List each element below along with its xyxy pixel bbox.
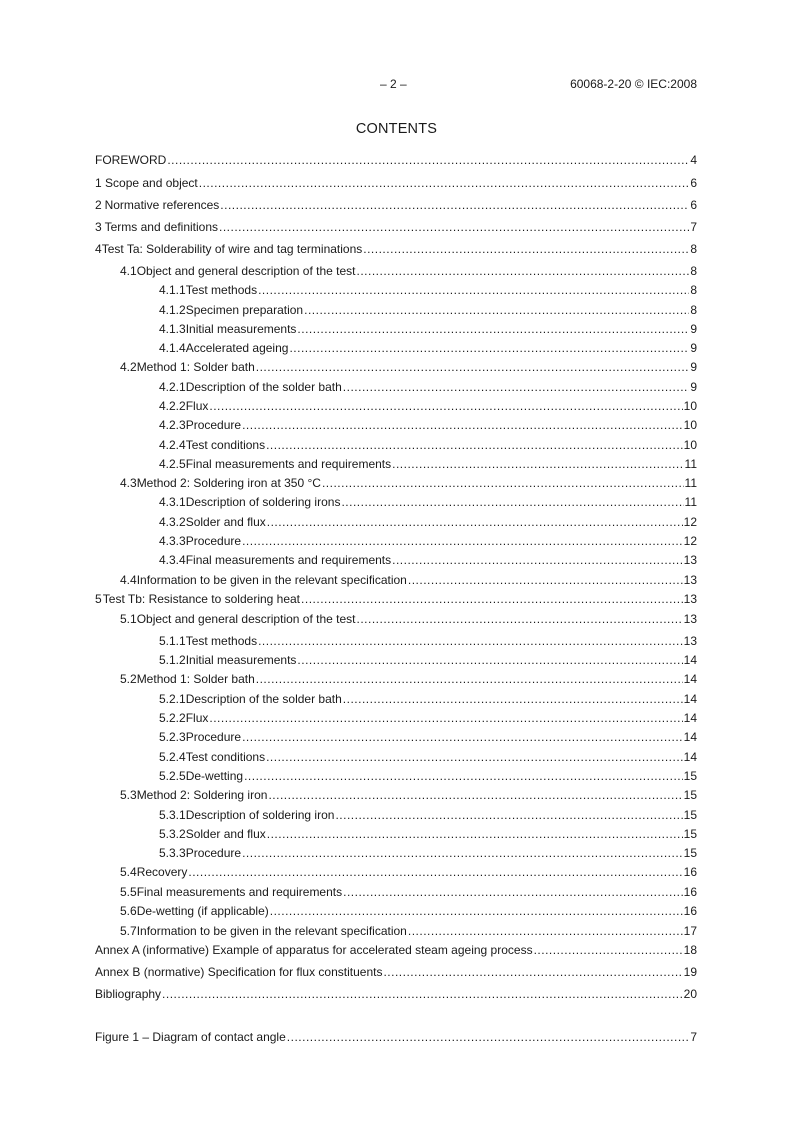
dot-leader xyxy=(188,864,682,880)
toc-entry[interactable] xyxy=(120,671,697,687)
toc-entry-number: 5.2.1 xyxy=(159,692,186,706)
toc-entry[interactable] xyxy=(95,175,697,191)
toc-entry[interactable] xyxy=(120,611,697,627)
toc-entry-page: 12 xyxy=(683,515,697,529)
toc-entry-page: 16 xyxy=(683,885,697,899)
toc-entry-page: 13 xyxy=(683,553,697,567)
toc-entry-title: FOREWORD xyxy=(95,153,167,167)
toc-entry[interactable] xyxy=(159,494,697,510)
toc-entry-title: Solder and flux xyxy=(185,515,266,529)
toc-entry-number: 5.1.2 xyxy=(159,653,186,667)
toc-entry-number: 5.2 xyxy=(120,672,137,686)
dot-leader xyxy=(408,572,683,588)
toc-entry[interactable] xyxy=(159,826,697,842)
toc-entry-page: 8 xyxy=(690,242,697,256)
dot-leader xyxy=(267,826,683,842)
toc-entry-number: 5.1 xyxy=(120,612,137,626)
dot-leader xyxy=(220,197,689,213)
toc-entry-title: Initial measurements xyxy=(185,653,297,667)
toc-entry-page: 9 xyxy=(690,322,697,336)
toc-entry-title: Method 2: Soldering iron at 350 °C xyxy=(136,476,321,490)
toc-entry-number: 4.2.4 xyxy=(159,438,186,452)
toc-entry-page: 9 xyxy=(690,360,697,374)
dot-leader xyxy=(242,533,683,549)
toc-entry-page: 19 xyxy=(683,965,697,979)
toc-entry-page: 14 xyxy=(683,711,697,725)
toc-entry-number: 5.7 xyxy=(120,924,137,938)
toc-entry[interactable] xyxy=(159,398,697,414)
dot-leader xyxy=(267,514,683,530)
dot-leader xyxy=(534,942,683,958)
toc-entry[interactable] xyxy=(95,964,697,980)
toc-entry-title: Annex A (informative) Example of apparatus for accelerated steam ageing process xyxy=(95,943,533,957)
toc-entry[interactable] xyxy=(159,456,697,472)
toc-entry[interactable] xyxy=(159,710,697,726)
toc-entry[interactable] xyxy=(159,552,697,568)
dot-leader xyxy=(256,671,683,687)
toc-entry-page: 16 xyxy=(683,865,697,879)
toc-entry-number: 5.2.3 xyxy=(159,730,186,744)
toc-entry-page: 7 xyxy=(690,220,697,234)
toc-entry-title: De-wetting xyxy=(185,769,244,783)
dot-leader xyxy=(392,552,683,568)
toc-entry[interactable] xyxy=(120,787,697,803)
toc-entry-title: Method 1: Solder bath xyxy=(136,360,255,374)
figure-entry-page: 7 xyxy=(690,1030,697,1044)
toc-entry-title: Recovery xyxy=(136,865,188,879)
toc-entry-page: 11 xyxy=(684,495,697,509)
toc-entry[interactable] xyxy=(120,864,697,880)
toc-entry[interactable] xyxy=(159,807,697,823)
dot-leader xyxy=(301,591,683,607)
toc-entry-page: 9 xyxy=(690,341,697,355)
toc-entry-title: Object and general description of the test xyxy=(136,612,356,626)
toc-entry-page: 8 xyxy=(690,283,697,297)
toc-entry-title: Final measurements and requirements xyxy=(185,553,392,567)
toc-entry[interactable] xyxy=(120,263,697,279)
toc-entry-title: Test methods xyxy=(185,283,258,297)
toc-entry-page: 8 xyxy=(690,303,697,317)
toc-entry-number: 5.3.1 xyxy=(159,808,186,822)
dot-leader xyxy=(363,241,689,257)
toc-entry-page: 9 xyxy=(690,380,697,394)
toc-entry-number: 4.2.2 xyxy=(159,399,186,413)
toc-entry-title: Specimen preparation xyxy=(185,303,304,317)
dot-leader xyxy=(357,263,690,279)
toc-entry-number: 4.2 xyxy=(120,360,137,374)
toc-entry-title: Test Ta: Solderability of wire and tag terminations xyxy=(101,242,363,256)
dot-leader xyxy=(297,652,682,668)
toc-entry[interactable] xyxy=(159,633,697,649)
toc-entry-title: Scope and object xyxy=(105,176,198,190)
toc-entry-page: 18 xyxy=(683,943,697,957)
document-id: 60068-2-20 © IEC:2008 xyxy=(570,77,697,91)
toc-entry[interactable] xyxy=(95,942,697,958)
toc-entry-title: Initial measurements xyxy=(185,322,297,336)
dot-leader xyxy=(242,417,683,433)
toc-entry-number: 5.2.4 xyxy=(159,750,186,764)
dot-leader xyxy=(343,691,683,707)
toc-entry-number: 5.3.3 xyxy=(159,846,186,860)
toc-entry[interactable] xyxy=(95,241,697,257)
toc-entry-title: Bibliography xyxy=(95,987,162,1001)
toc-entry-number: 2 xyxy=(95,198,102,212)
page-number: – 2 – xyxy=(380,77,407,91)
figure-entry-title: Figure 1 – Diagram of contact angle xyxy=(95,1030,286,1044)
toc-entry-title: Test conditions xyxy=(185,750,266,764)
dot-leader xyxy=(162,986,683,1002)
dot-leader xyxy=(392,456,683,472)
dot-leader xyxy=(297,321,689,337)
toc-entry-page: 6 xyxy=(690,198,697,212)
toc-entry-title: Solder and flux xyxy=(185,827,266,841)
toc-entry[interactable] xyxy=(159,845,697,861)
dot-leader xyxy=(270,903,683,919)
toc-entry-page: 15 xyxy=(683,827,697,841)
toc-entry-title: Accelerated ageing xyxy=(185,341,289,355)
toc-entry-number: 5.3.2 xyxy=(159,827,186,841)
toc-entry-number: 5.3 xyxy=(120,788,137,802)
toc-entry[interactable] xyxy=(120,359,697,375)
dot-leader xyxy=(244,768,683,784)
toc-entry-number: 4.3 xyxy=(120,476,137,490)
toc-entry[interactable] xyxy=(95,591,697,607)
dot-leader xyxy=(266,437,683,453)
toc-entry[interactable] xyxy=(95,219,697,235)
toc-entry-title: Description of the solder bath xyxy=(185,380,342,394)
toc-entry-title: Description of soldering irons xyxy=(185,495,341,509)
dot-leader xyxy=(343,884,683,900)
contents-title: CONTENTS xyxy=(355,121,438,137)
toc-entry[interactable] xyxy=(95,986,697,1002)
dot-leader xyxy=(343,379,690,395)
toc-entry-number: 3 xyxy=(95,220,102,234)
dot-leader xyxy=(335,807,682,823)
toc-entry-number: 4.3.4 xyxy=(159,553,186,567)
toc-entry-number: 4.1 xyxy=(120,264,137,278)
toc-entry-number: 5.2.5 xyxy=(159,769,186,783)
toc-entry-number: 4.1.3 xyxy=(159,322,186,336)
toc-entry-title: Information to be given in the relevant specification xyxy=(136,924,407,938)
toc-entry-number: 4.3.2 xyxy=(159,515,186,529)
toc-entry-number: 4.3.3 xyxy=(159,534,186,548)
toc-entry-title: Description of soldering iron xyxy=(185,808,335,822)
toc-entry[interactable] xyxy=(159,691,697,707)
toc-entry-title: Test conditions xyxy=(185,438,266,452)
toc-entry-title: Description of the solder bath xyxy=(185,692,342,706)
dot-leader xyxy=(219,219,689,235)
toc-entry-title: Information to be given in the relevant specification xyxy=(136,573,407,587)
toc-entry-number: 5.6 xyxy=(120,904,137,918)
toc-entry-number: 4.1.1 xyxy=(159,283,186,297)
toc-entry-title: Method 2: Soldering iron xyxy=(136,788,268,802)
figure-entry[interactable] xyxy=(95,1029,697,1045)
dot-leader xyxy=(357,611,683,627)
toc-entry[interactable] xyxy=(120,903,697,919)
dot-leader xyxy=(256,359,690,375)
toc-entry-number: 4.1.2 xyxy=(159,303,186,317)
dot-leader xyxy=(209,710,682,726)
toc-entry-page: 11 xyxy=(684,457,697,471)
dot-leader xyxy=(167,152,689,168)
toc-entry-title: Normative references xyxy=(104,198,220,212)
toc-entry[interactable] xyxy=(159,514,697,530)
toc-entry-number: 5.4 xyxy=(120,865,137,879)
dot-leader xyxy=(258,633,683,649)
toc-entry[interactable] xyxy=(120,572,697,588)
dot-leader xyxy=(383,964,682,980)
toc-entry-number: 5.5 xyxy=(120,885,137,899)
dot-leader xyxy=(266,749,683,765)
toc-entry-title: Final measurements and requirements xyxy=(136,885,343,899)
toc-entry-title: Flux xyxy=(185,399,209,413)
toc-entry[interactable] xyxy=(159,533,697,549)
dot-leader xyxy=(341,494,683,510)
toc-entry-title: Procedure xyxy=(185,730,242,744)
toc-entry[interactable] xyxy=(159,321,697,337)
toc-entry[interactable] xyxy=(159,749,697,765)
toc-entry-page: 8 xyxy=(690,264,697,278)
toc-entry-page: 11 xyxy=(684,476,697,490)
toc-entry[interactable] xyxy=(159,282,697,298)
toc-entry-title: Flux xyxy=(185,711,209,725)
toc-entry-page: 13 xyxy=(683,573,697,587)
dot-leader xyxy=(289,340,689,356)
toc-entry-title: Method 1: Solder bath xyxy=(136,672,255,686)
toc-entry-number: 5 xyxy=(95,592,102,606)
toc-entry-page: 16 xyxy=(683,904,697,918)
toc-entry-number: 4.2.5 xyxy=(159,457,186,471)
toc-entry-page: 6 xyxy=(690,176,697,190)
toc-entry[interactable] xyxy=(120,884,697,900)
toc-entry-title: Procedure xyxy=(185,846,242,860)
dot-leader xyxy=(209,398,682,414)
toc-entry-title: Procedure xyxy=(185,534,242,548)
toc-entry-number: 4.2.1 xyxy=(159,380,186,394)
toc-entry-page: 10 xyxy=(683,399,697,413)
dot-leader xyxy=(304,302,689,318)
toc-entry-number: 4.3.1 xyxy=(159,495,186,509)
toc-entry-page: 14 xyxy=(683,653,697,667)
toc-entry-title: Object and general description of the test xyxy=(136,264,356,278)
toc-entry-page: 13 xyxy=(683,592,697,606)
dot-leader xyxy=(242,729,683,745)
toc-entry-page: 13 xyxy=(683,612,697,626)
dot-leader xyxy=(322,475,684,491)
toc-entry-number: 4 xyxy=(95,242,102,256)
toc-entry[interactable] xyxy=(95,152,697,168)
toc-entry-title: Annex B (normative) Specification for flux constituents xyxy=(95,965,383,979)
dot-leader xyxy=(258,282,689,298)
dot-leader xyxy=(408,923,683,939)
toc-entry-title: Final measurements and requirements xyxy=(185,457,392,471)
toc-entry[interactable] xyxy=(159,302,697,318)
dot-leader xyxy=(199,175,690,191)
toc-entry-number: 1 xyxy=(95,176,102,190)
toc-entry-page: 20 xyxy=(683,987,697,1001)
toc-entry-page: 14 xyxy=(683,692,697,706)
dot-leader xyxy=(242,845,683,861)
toc-entry-page: 15 xyxy=(683,846,697,860)
toc-entry-title: Test methods xyxy=(185,634,258,648)
toc-entry[interactable] xyxy=(159,729,697,745)
toc-entry[interactable] xyxy=(159,379,697,395)
toc-entry-page: 15 xyxy=(683,788,697,802)
toc-entry[interactable] xyxy=(159,652,697,668)
toc-entry-page: 10 xyxy=(683,438,697,452)
toc-entry-page: 17 xyxy=(683,924,697,938)
toc-entry-title: Test Tb: Resistance to soldering heat xyxy=(102,592,301,606)
toc-entry[interactable] xyxy=(120,923,697,939)
toc-entry-page: 15 xyxy=(683,808,697,822)
toc-entry-page: 13 xyxy=(683,634,697,648)
toc-entry-page: 4 xyxy=(690,153,697,167)
toc-entry[interactable] xyxy=(159,437,697,453)
toc-entry-title: De-wetting (if applicable) xyxy=(136,904,269,918)
toc-entry-number: 5.2.2 xyxy=(159,711,186,725)
toc-entry[interactable] xyxy=(120,475,697,491)
toc-entry-title: Terms and definitions xyxy=(104,220,218,234)
toc-entry-number: 5.1.1 xyxy=(159,634,186,648)
toc-entry-page: 14 xyxy=(683,672,697,686)
toc-entry-page: 15 xyxy=(683,769,697,783)
dot-leader xyxy=(268,787,682,803)
toc-entry[interactable] xyxy=(159,417,697,433)
toc-entry[interactable] xyxy=(159,340,697,356)
toc-entry-page: 14 xyxy=(683,750,697,764)
toc-entry[interactable] xyxy=(95,197,697,213)
toc-entry-page: 14 xyxy=(683,730,697,744)
toc-entry-number: 4.2.3 xyxy=(159,418,186,432)
dot-leader xyxy=(287,1029,690,1045)
toc-entry-number: 4.4 xyxy=(120,573,137,587)
toc-entry-title: Procedure xyxy=(185,418,242,432)
toc-entry-page: 12 xyxy=(683,534,697,548)
toc-entry-page: 10 xyxy=(683,418,697,432)
toc-entry[interactable] xyxy=(159,768,697,784)
toc-entry-number: 4.1.4 xyxy=(159,341,186,355)
